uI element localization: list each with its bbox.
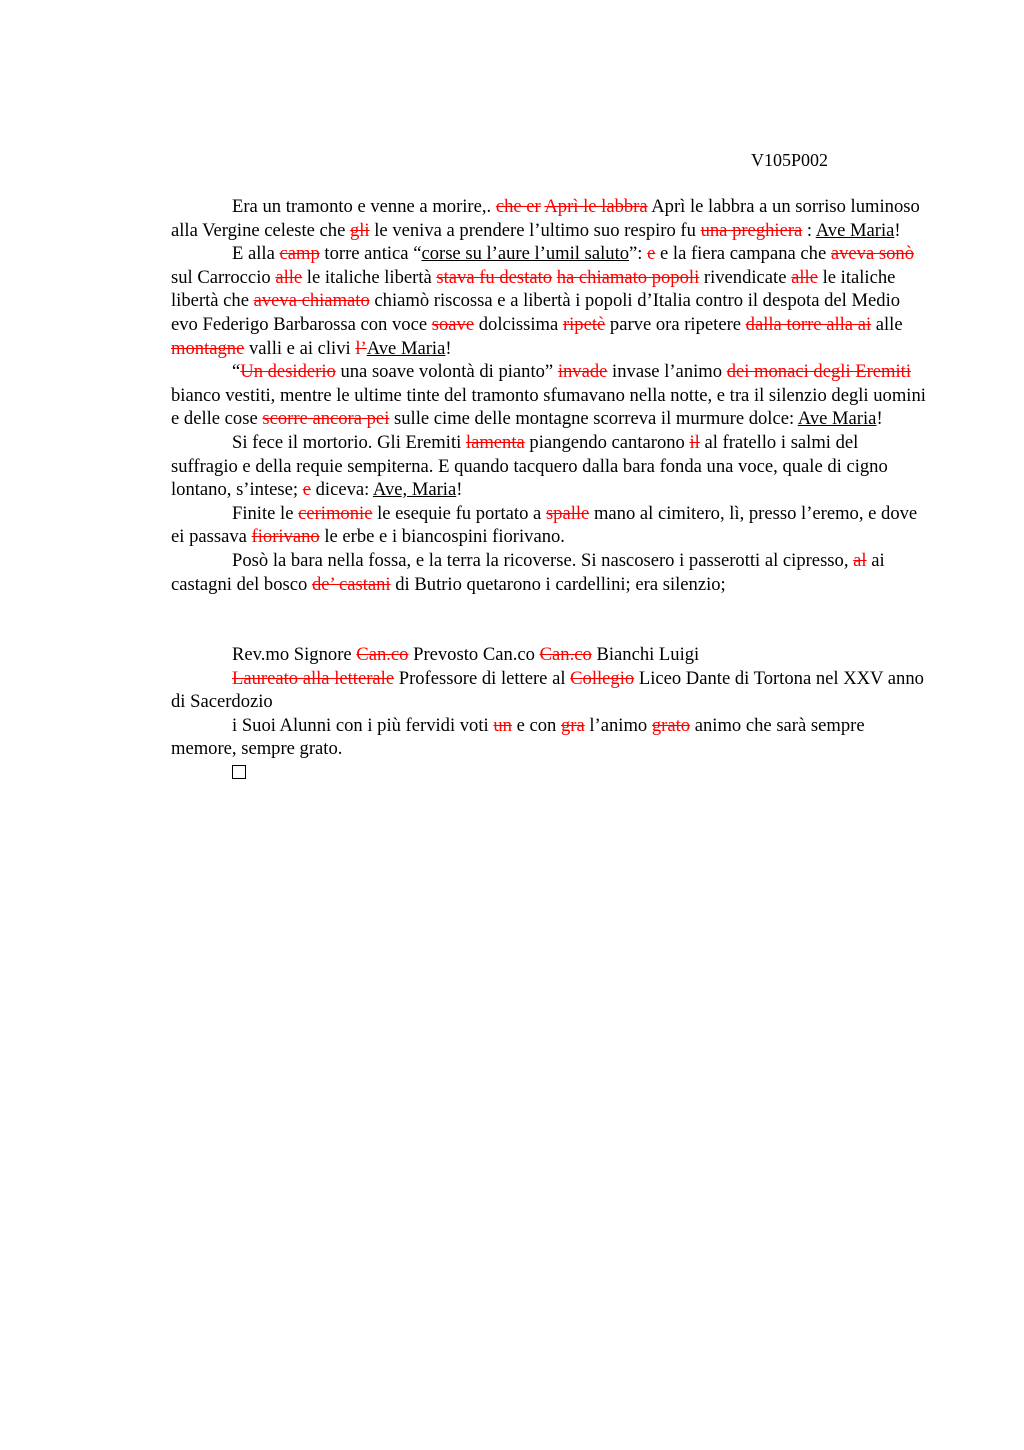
text-run: diceva:: [310, 479, 373, 501]
text-run: mano al cimitero, lì, presso l’eremo, e dove ei passava: [171, 502, 918, 548]
text-run: i Suoi Alunni con i più fervidi voti: [232, 714, 494, 736]
text-run: Professore di lettere al: [394, 667, 571, 689]
deleted-text: grato: [651, 714, 691, 736]
text-run: !: [894, 219, 901, 241]
deleted-text: ripetè: [562, 313, 606, 335]
underlined-text: Ave Maria: [815, 219, 895, 241]
deleted-text: de’ castani: [311, 573, 391, 595]
empty-checkbox-icon: [232, 765, 246, 779]
text-run: :: [802, 219, 816, 241]
deleted-text: stava fu destato: [436, 266, 553, 288]
text-run: Posò la bara nella fossa, e la terra la ricoverse. Si nascosero i passerotti al cipresso,: [232, 549, 854, 571]
deleted-text: Aprì le labbra: [544, 196, 648, 217]
text-run: le italiche libertà che: [171, 266, 896, 312]
text-run: Rev.mo Signore: [232, 644, 357, 666]
text-run: animo che sarà sempre memore, sempre grato.: [171, 714, 865, 760]
deleted-text: lamenta: [465, 431, 525, 453]
text-run: e con: [511, 714, 561, 736]
deleted-text: Collegio: [570, 667, 635, 689]
text-run: le esequie fu portato a: [372, 502, 546, 524]
deleted-text: il: [689, 431, 700, 453]
text-run: Liceo Dante di Tortona nel XXV anno di Sacerdozio: [171, 667, 924, 713]
text-run: piangendo cantarono: [524, 431, 690, 453]
text-run: sul Carroccio: [171, 266, 276, 288]
deleted-text: soave: [431, 313, 475, 335]
text-run: Bianchi Luigi: [591, 644, 700, 666]
paragraph: [171, 549, 927, 596]
paragraph: [171, 431, 927, 502]
deleted-text: un: [493, 714, 512, 736]
text-run: !: [456, 479, 463, 501]
text-run: le erbe e i biancospini fiorivano.: [319, 526, 565, 548]
paragraph: [171, 242, 927, 360]
text-run: dolcissima: [474, 313, 563, 335]
deleted-text: alle: [791, 266, 818, 288]
deleted-text: Can.co: [356, 644, 409, 666]
deleted-text: aveva chiamato: [253, 290, 370, 312]
text-run: Finite le: [232, 502, 299, 524]
text-run: di Butrio quetarono i cardellini; era silenzio;: [390, 573, 726, 595]
deleted-text: e: [647, 243, 656, 265]
text-run: una soave volontà di pianto”: [335, 361, 558, 383]
dedication-section: [171, 643, 927, 761]
underlined-text: corse su l’aure l’umil saluto: [421, 243, 630, 265]
section-gap: [171, 596, 927, 643]
deleted-text: alle: [275, 266, 303, 288]
deleted-text: cerimonie: [298, 502, 373, 524]
text-run: valli e ai clivi: [244, 337, 356, 359]
deleted-text: dalla torre alla ai: [745, 313, 872, 335]
text-run: rivendicate: [699, 266, 792, 288]
deleted-text: che er: [495, 196, 541, 217]
underlined-text: Ave Maria: [366, 337, 446, 359]
deleted-text: Laureato alla letterale: [232, 667, 395, 689]
deleted-text: Can.co: [539, 644, 592, 666]
text-run: bianco vestiti, mentre le ultime tinte del tramonto sfumavano nella notte, e tra il silenzio degli uomini e delle cose: [171, 384, 926, 430]
text-run: le veniva a prendere l’ultimo suo respiro fu: [369, 219, 701, 241]
underlined-text: Ave Maria: [797, 408, 877, 430]
text-run: e la fiera campana che: [655, 243, 831, 265]
deleted-text: e: [302, 479, 311, 501]
text-run: invase l’animo: [607, 361, 727, 383]
text-run: torre antica “: [319, 243, 422, 265]
deleted-text: camp: [279, 243, 320, 265]
deleted-text: una preghiera: [700, 219, 803, 241]
underlined-text: Ave, Maria: [372, 479, 457, 501]
document-id: V105P002: [751, 150, 829, 170]
deleted-text: Un desiderio: [240, 361, 336, 383]
text-run: sulle cime delle montagne scorreva il murmure dolce:: [389, 408, 798, 430]
deleted-text: gra: [560, 714, 585, 736]
deleted-text: fiorivano: [251, 526, 320, 548]
text-run: Aprì le labbra a un sorriso luminoso alla Vergine celeste che: [171, 196, 920, 241]
deleted-text: montagne: [171, 337, 245, 359]
deleted-text: dei monaci degli Eremiti: [726, 361, 912, 383]
paragraph: [171, 195, 927, 242]
dedication-line: [171, 714, 927, 761]
paragraph: [171, 360, 927, 431]
deleted-text: aveva sonò: [830, 243, 915, 265]
deleted-text: l’: [355, 337, 367, 359]
text-run: !: [876, 408, 883, 430]
deleted-text: gli: [349, 219, 370, 241]
narrative-section: [171, 195, 927, 596]
text-run: Si fece il mortorio. Gli Eremiti: [232, 431, 466, 453]
text-run: E alla: [232, 243, 280, 265]
text-run: ai castagni del bosco: [171, 549, 885, 595]
text-run: “: [232, 361, 241, 383]
deleted-text: spalle: [545, 502, 590, 524]
text-run: alle: [871, 313, 903, 335]
text-run: parve ora ripetere: [605, 313, 746, 335]
document-body: [171, 195, 927, 785]
dedication-line: [171, 643, 927, 667]
deleted-text: al: [853, 549, 867, 571]
text-run: chiamò riscossa e a libertà i popoli d’Italia contro il despota del Medio evo Federigo Barbarossa con voce: [171, 290, 901, 335]
text-run: Prevosto Can.co: [408, 644, 540, 666]
text-run: ”:: [629, 243, 648, 265]
deleted-text: invade: [557, 361, 608, 383]
text-run: Era un tramonto e venne a morire,.: [232, 196, 496, 217]
deleted-text: ha chiamato popoli: [556, 266, 700, 288]
end-mark: [171, 761, 927, 785]
text-run: al fratello i salmi del suffragio e della requie sempiterna. E quando tacquero dalla bara fonda una voce, quale di cigno lontano, s’intese;: [171, 431, 888, 501]
paragraph: [171, 502, 927, 549]
deleted-text: scorre ancora pei: [262, 408, 390, 430]
text-run: l’animo: [584, 714, 652, 736]
dedication-line: [171, 667, 927, 714]
text-run: le italiche libertà: [302, 266, 437, 288]
text-run: !: [445, 337, 452, 359]
